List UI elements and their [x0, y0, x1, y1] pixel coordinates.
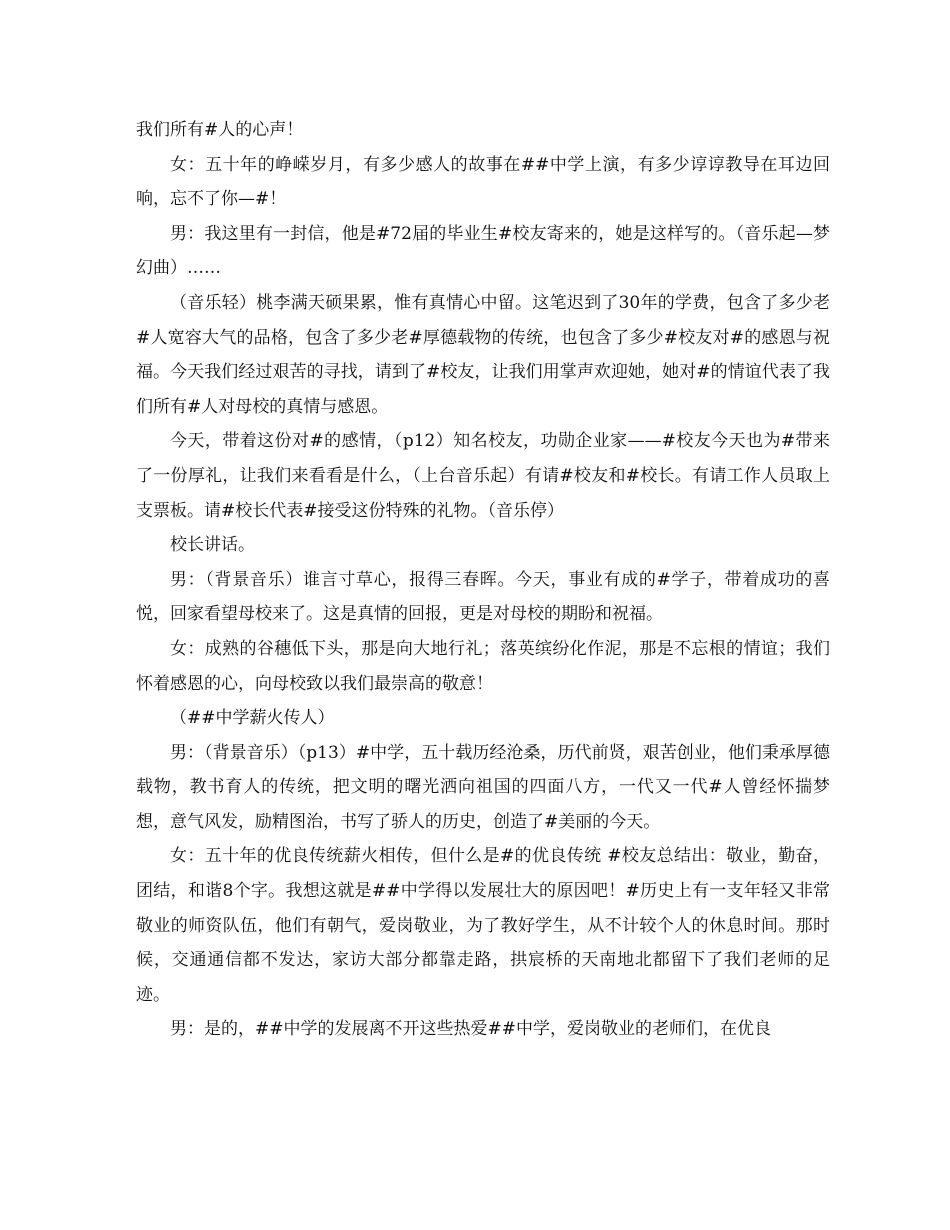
- paragraph-10: 男：（背景音乐）（p13）#中学，五十载历经沧桑，历代前贤，艰苦创业，他们秉承厚德载物，教书育人的传统，把文明的曙光洒向祖国的四面八方，一代又一代#人曾经怀揣梦想，意气风发，励精图治，书写了骄人的历史，创造了#美丽的今天。: [136, 742, 830, 832]
- paragraph-3: 男：我这里有一封信，他是#72届的毕业生#校友寄来的，她是这样写的。（音乐起—梦幻曲）……: [136, 223, 830, 279]
- paragraph-9: （##中学薪火传人）: [170, 708, 335, 729]
- paragraph-5: 今天，带着这份对#的感情，（p12）知名校友，功勋企业家——#校友今天也为#带来了一份厚礼，让我们来看看是什么，（上台音乐起）有请#校友和#校长。有请工作人员取上支票板。请#校长代表#接受这份特殊的礼物。（音乐停）: [136, 431, 830, 521]
- paragraph-2: 女：五十年的峥嵘岁月，有多少感人的故事在##中学上演，有多少谆谆教导在耳边回响，忘不了你—#！: [136, 154, 830, 210]
- paragraph-4: （音乐轻）桃李满天硕果累，惟有真情心中留。这笔迟到了30年的学费，包含了多少老#人宽容大气的品格，包含了多少老#厚德载物的传统，也包含了多少#校友对#的感恩与祝福。今天我们经过艰苦的寻找，请到了#校友，让我们用掌声欢迎她，她对#的情谊代表了我们所有#人对母校的真情与感恩。: [136, 292, 830, 417]
- paragraph-6: 校长讲话。: [170, 535, 255, 556]
- paragraph-8: 女：成熟的谷穗低下头，那是向大地行礼；落英缤纷化作泥，那是不忘根的情谊；我们怀着感恩的心，向母校致以我们最崇高的敬意！: [136, 638, 830, 694]
- paragraph-11: 女：五十年的优良传统薪火相传，但什么是#的优良传统 #校友总结出：敬业，勤奋，团结，和谐8个字。我想这就是##中学得以发展壮大的原因吧！#历史上有一支年轻又非常敬业的师资队伍，他们有朝气，爱岗敬业，为了教好学生，从不计较个人的休息时间。那时候，交通通信都不发达，家访大部分都靠走路，拱宸桥的天南地北都留下了我们老师的足迹。: [136, 846, 830, 1005]
- paragraph-12: 男：是的，##中学的发展离不开这些热爱##中学，爱岗敬业的老师们，在优良: [170, 1019, 771, 1040]
- paragraph-1: 我们所有#人的心声！: [136, 120, 304, 140]
- paragraph-7: 男：（背景音乐）谁言寸草心，报得三春晖。今天，事业有成的#学子，带着成功的喜悦，回家看望母校来了。这是真情的回报，更是对母校的期盼和祝福。: [136, 569, 830, 625]
